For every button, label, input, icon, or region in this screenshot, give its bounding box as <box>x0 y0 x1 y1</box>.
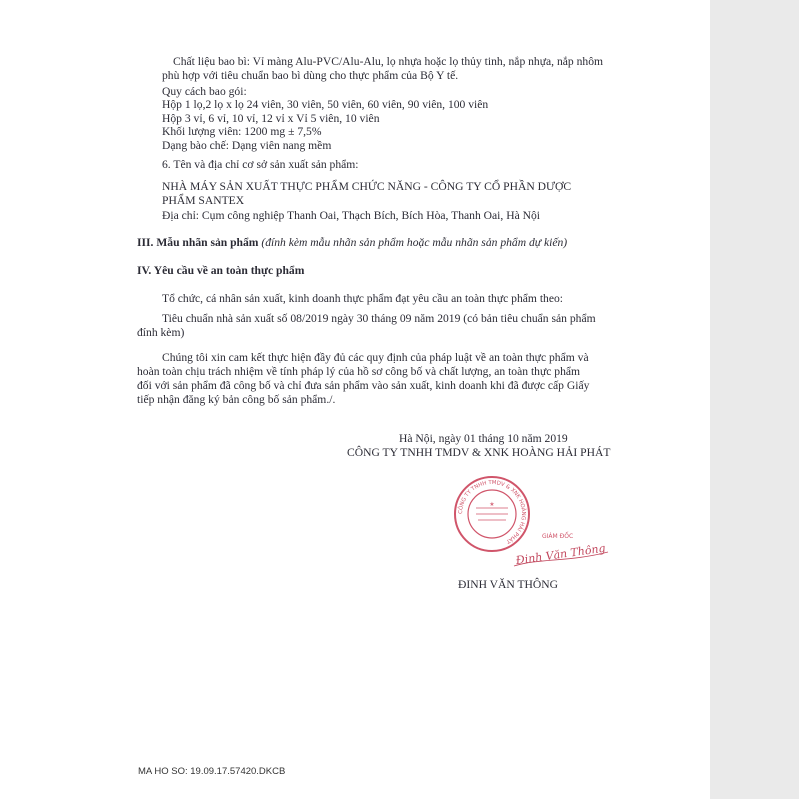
packaging-material-cont: phù hợp với tiêu chuẩn bao bì dùng cho thực phẩm của Bộ Y tế. <box>162 69 459 82</box>
signing-date: Hà Nội, ngày 01 tháng 10 năm 2019 <box>399 432 568 445</box>
paragraph-3-line-1: Chúng tôi xin cam kết thực hiện đầy đủ các quy định của pháp luật về an toàn thực phẩm và <box>162 351 589 364</box>
paragraph-1: Tổ chức, cá nhân sản xuất, kinh doanh thực phẩm đạt yêu cầu an toàn thực phẩm theo: <box>162 292 563 305</box>
signature <box>510 528 615 576</box>
section-3-title: III. Mẫu nhãn sản phẩm <box>137 236 259 249</box>
dosage-form: Dạng bào chế: Dạng viên nang mềm <box>162 139 332 152</box>
paragraph-2-cont: đính kèm) <box>137 326 185 339</box>
packaging-material: Chất liệu bao bì: Vỉ màng Alu-PVC/Alu-Alu, lọ nhựa hoặc lọ thủy tinh, nắp nhựa, nắp nhôm <box>173 55 604 68</box>
paragraph-3-line-4: tiếp nhận đăng ký bản công bố sản phẩm./. <box>137 393 336 406</box>
packing-spec-bottles: Hộp 1 lọ,2 lọ x lọ 24 viên, 30 viên, 50 viên, 60 viên, 90 viên, 100 viên <box>162 98 489 111</box>
svg-text:★: ★ <box>489 501 495 508</box>
manufacturer-address: Địa chỉ: Cụm công nghiệp Thanh Oai, Thạch Bích, Bích Hòa, Thanh Oai, Hà Nội <box>162 209 541 222</box>
dossier-code: MA HO SO: 19.09.17.57420.DKCB <box>138 766 286 777</box>
seal-text: CÔNG TY TNHH TMDV & XNK HOÀNG HẢI PHÁT <box>457 479 527 545</box>
issuing-company: CÔNG TY TNHH TMDV & XNK HOÀNG HẢI PHÁT <box>347 446 611 459</box>
manufacturer-name-cont: PHẨM SANTEX <box>162 194 245 207</box>
manufacturer-name: NHÀ MÁY SẢN XUẤT THỰC PHẨM CHỨC NĂNG - CÔNG TY CỔ PHẦN DƯỢC <box>162 180 572 193</box>
signer-name: ĐINH VĂN THÔNG <box>458 578 559 591</box>
packing-spec-label: Quy cách bao gói: <box>162 85 247 98</box>
background-strip <box>710 0 799 799</box>
packing-spec-blisters: Hộp 3 vỉ, 6 vỉ, 10 vỉ, 12 vỉ x Vỉ 5 viên, 10 viên <box>162 112 380 125</box>
section-4-heading: IV. Yêu cầu về an toàn thực phẩm <box>137 264 305 277</box>
paragraph-3-line-3: đối với sản phẩm đã công bố và chỉ đưa sản phẩm vào sản xuất, kinh doanh khi đã được cấp Giấy <box>137 379 590 392</box>
capsule-weight: Khối lượng viên: 1200 mg ± 7,5% <box>162 125 322 138</box>
paragraph-3-line-2: hoàn toàn chịu trách nhiệm về tính pháp lý của hồ sơ công bố và chất lượng, an toàn thực phẩm <box>137 365 581 378</box>
manufacturer-heading: 6. Tên và địa chỉ cơ sở sản xuất sản phẩm: <box>162 158 359 171</box>
signature-handwriting: Đinh Văn Thông <box>515 541 607 568</box>
paragraph-2: Tiêu chuẩn nhà sản xuất số 08/2019 ngày 30 tháng 09 năm 2019 (có bản tiêu chuẩn sản phẩm <box>162 312 596 325</box>
section-3-heading <box>137 236 567 250</box>
director-title: GIÁM ĐỐC <box>542 533 574 540</box>
section-3-note: (đính kèm mẫu nhãn sản phẩm hoặc mẫu nhãn sản phẩm dự kiến) <box>261 236 568 249</box>
